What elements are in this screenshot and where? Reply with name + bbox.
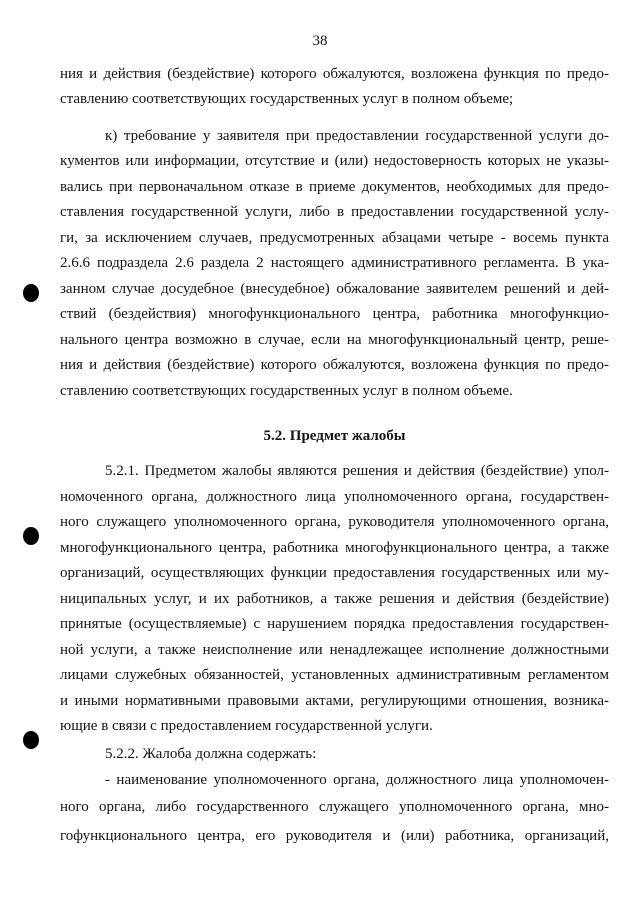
- text-line: ставлению соответствующих государственных услуг в полном объеме;: [60, 91, 514, 107]
- text-line: кументов или информации, отсутствие и (или) недостоверность которых не указы-: [60, 153, 609, 169]
- text-line: к) требование у заявителя при предоставлении государственной услуги до-: [105, 128, 609, 144]
- text-line: ного служащего уполномоченного органа, руководителя уполномоченного органа,: [60, 514, 609, 530]
- text-line: ной услуги, а также неисполнение или ненадлежащее исполнение должностными: [60, 642, 609, 658]
- text-line: ниципальных услуг, и их работников, а также решения и действия (бездействие): [60, 591, 609, 607]
- text-line: ющие в связи с предоставлением государственной услуги.: [60, 718, 433, 734]
- text-line: ставления государственной услуги, либо в предоставлении государственной услу-: [60, 204, 609, 220]
- text-line: принятые (осуществляемые) с нарушением порядка предоставления государствен-: [60, 616, 609, 632]
- text-line: 5.2.1. Предметом жалобы являются решения и действия (бездействие) упол-: [105, 463, 609, 479]
- text-line: нального центра возможно в случае, если на многофункциональный центр, реше-: [60, 332, 609, 348]
- text-line: ствий (бездействия) многофункционального центра, работника многофункцио-: [60, 306, 609, 322]
- text-line: ги, за исключением случаев, предусмотренных абзацами четыре - восемь пункта: [60, 230, 609, 246]
- text-line: номоченного органа, должностного лица уполномоченного органа, государствен-: [60, 489, 609, 505]
- page-number: 38: [312, 33, 328, 49]
- section-heading: 5.2. Предмет жалобы: [263, 428, 406, 444]
- text-line: организаций, осуществляющих функции предоставления государственных или му-: [60, 565, 609, 581]
- text-line: ния и действия (бездействие) которого обжалуются, возложена функция по предо-: [60, 357, 609, 373]
- text-line: и иными нормативными правовыми актами, регулирующими отношения, возника-: [60, 693, 609, 709]
- punch-hole-mark: [23, 527, 39, 545]
- text-line: 5.2.2. Жалоба должна содержать:: [105, 746, 317, 762]
- text-line: ния и действия (бездействие) которого обжалуются, возложена функция по предо-: [60, 66, 609, 82]
- text-line: ставлению соответствующих государственных услуг в полном объеме.: [60, 383, 513, 399]
- text-line: ного органа, либо государственного служащего уполномоченного органа, мно-: [60, 799, 609, 815]
- text-line: 2.6.6 подраздела 2.6 раздела 2 настоящего административного регламента. В ука-: [60, 255, 609, 271]
- punch-hole-mark: [23, 731, 39, 749]
- text-line: лицами служебных обязанностей, установленных административным регламентом: [60, 667, 609, 683]
- text-line: многофункционального центра, работника многофункционального центра, а также: [60, 540, 609, 556]
- punch-hole-mark: [23, 284, 39, 302]
- text-line: занном случае досудебное (внесудебное) обжалование заявителем решений и дей-: [60, 281, 609, 297]
- text-line: вались при первоначальном отказе в приеме документов, необходимых для предо-: [60, 179, 609, 195]
- text-line: - наименование уполномоченного органа, должностного лица уполномочен-: [105, 772, 609, 788]
- text-line: гофункционального центра, его руководителя и (или) работника, организаций,: [60, 828, 609, 844]
